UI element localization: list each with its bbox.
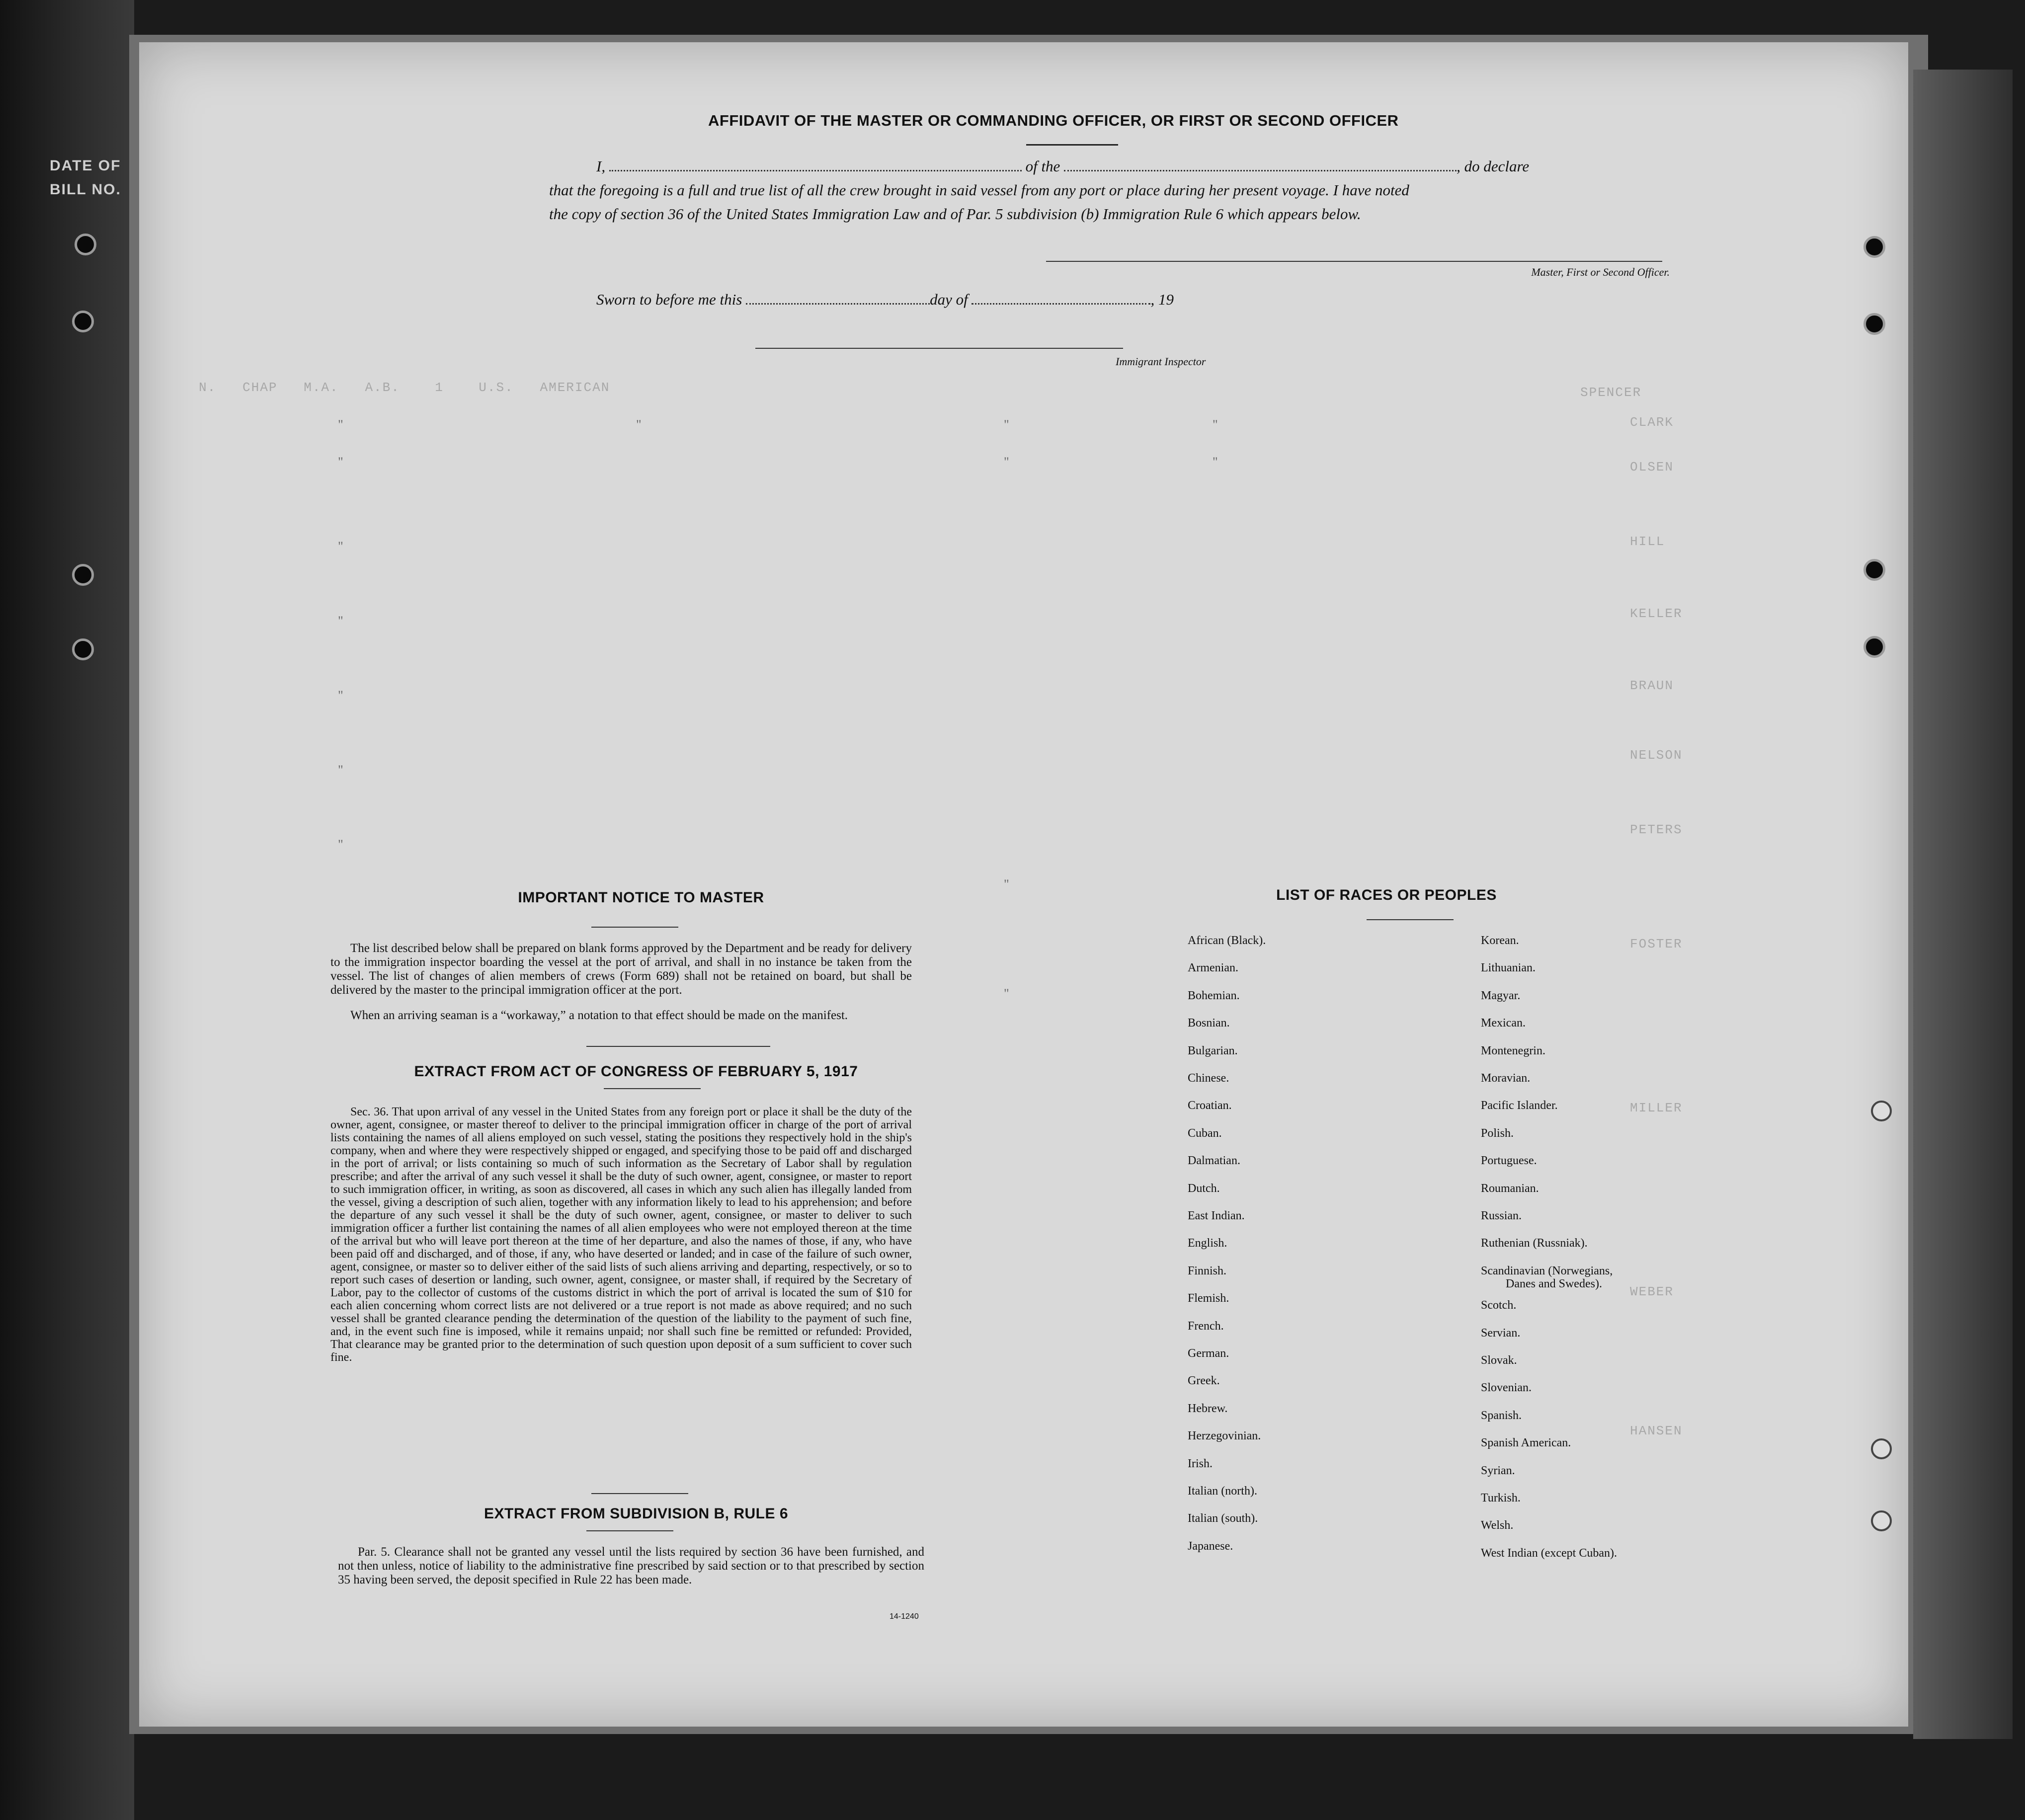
- ditto-mark: ": [1213, 455, 1218, 469]
- extract-rule-text: Par. 5. Clearance shall not be granted any vessel until the lists required by section 36 have been furnished, and not then unless, notice of liability to the administrative fine prescribed by said section or to that prescribed by section 35 having been served, the deposit specified in Rule 22 has been made.: [338, 1545, 924, 1586]
- race-item: Korean.: [1481, 934, 1519, 947]
- race-item-continuation: Danes and Swedes).: [1506, 1277, 1602, 1290]
- race-item: English.: [1188, 1237, 1227, 1250]
- race-item: Dutch.: [1188, 1182, 1220, 1195]
- race-item: Portuguese.: [1481, 1154, 1537, 1168]
- punch-hole-icon: [1863, 559, 1885, 581]
- bleed-through-text: NELSON: [1630, 748, 1683, 763]
- ditto-mark: ": [338, 763, 343, 777]
- race-item: Chinese.: [1188, 1072, 1229, 1085]
- race-item: Mexican.: [1481, 1017, 1526, 1030]
- bleed-through-text: HILL: [1630, 534, 1665, 549]
- race-item: Moravian.: [1481, 1072, 1531, 1085]
- side-tag-line2: BILL NO.: [50, 181, 121, 198]
- divider: [1026, 144, 1118, 146]
- race-item: Croatian.: [1188, 1099, 1232, 1112]
- race-item: Slovenian.: [1481, 1381, 1532, 1395]
- punch-hole-open-icon: [1871, 1438, 1892, 1459]
- ditto-mark: ": [338, 417, 343, 432]
- sworn-day-field[interactable]: [746, 303, 930, 305]
- race-item: Pacific Islander.: [1481, 1099, 1558, 1112]
- race-item: Polish.: [1481, 1126, 1514, 1140]
- affidavit-line1: [596, 158, 1665, 175]
- ditto-mark: ": [1004, 877, 1009, 891]
- vessel-name-field[interactable]: [1064, 170, 1457, 171]
- ditto-mark: ": [338, 837, 343, 852]
- affidavit-declare: , do declare: [1457, 158, 1530, 175]
- sworn-line: [596, 291, 1174, 309]
- bleed-through-text: HANSEN: [1630, 1424, 1683, 1438]
- binder-hole-icon: [75, 234, 96, 255]
- race-item: Bulgarian.: [1188, 1044, 1238, 1057]
- race-item: Welsh.: [1481, 1519, 1514, 1532]
- race-item: German.: [1188, 1347, 1229, 1360]
- bleed-through-text: PETERS: [1630, 822, 1683, 837]
- race-item: Flemish.: [1188, 1292, 1229, 1305]
- affidavit-line3: the copy of section 36 of the United States Immigration Law and of Par. 5 subdivision (b) Immigration Rule 6 which appears below.: [549, 205, 1361, 223]
- race-item: Bohemian.: [1188, 989, 1240, 1002]
- bleed-through-text: OLSEN: [1630, 460, 1674, 475]
- ditto-mark: ": [338, 688, 343, 703]
- bleed-through-text: KELLER: [1630, 606, 1683, 621]
- race-item: East Indian.: [1188, 1209, 1245, 1222]
- affidavit-of-the: of the: [1025, 158, 1060, 175]
- sworn-month-field[interactable]: [972, 303, 1150, 305]
- race-item: Servian.: [1481, 1326, 1521, 1340]
- bleed-through-text: WEBER: [1630, 1284, 1674, 1299]
- notice-paragraph-2: When an arriving seaman is a “workaway,” a notation to that effect should be made on the manifest.: [350, 1009, 848, 1022]
- race-item: Spanish American.: [1481, 1436, 1571, 1450]
- race-item: Cuban.: [1188, 1126, 1222, 1140]
- punch-hole-icon: [1863, 636, 1885, 658]
- punch-hole-icon: [1863, 236, 1885, 258]
- race-item: Hebrew.: [1188, 1402, 1228, 1415]
- notice-paragraph-1: The list described below shall be prepared on blank forms approved by the Department and be ready for delivery to the immigration inspector boarding the vessel at the port of arrival, and shall in no instance be taken from the vessel. The list of changes of alien members of crews (Form 689) shall not be retained on board, but shall be delivered by the master to the principal immigration officer at the port.: [330, 942, 912, 997]
- race-item: Italian (north).: [1188, 1485, 1257, 1498]
- scan-background-right: [1913, 70, 2013, 1739]
- side-tag: [50, 154, 121, 202]
- race-item: Montenegrin.: [1481, 1044, 1545, 1057]
- master-signature-label: Master, First or Second Officer.: [1531, 266, 1670, 278]
- ditto-mark: ": [1004, 455, 1009, 469]
- form-number: 14-1240: [890, 1612, 919, 1621]
- race-item: Herzegovinian.: [1188, 1429, 1261, 1443]
- punch-hole-open-icon: [1871, 1101, 1892, 1121]
- sworn-year: , 19: [1150, 291, 1174, 308]
- race-item: Bosnian.: [1188, 1017, 1230, 1030]
- divider: [604, 1088, 701, 1089]
- bleed-through-text: CLARK: [1630, 415, 1674, 430]
- manifest-page: [139, 42, 1908, 1727]
- punch-hole-icon: [1863, 313, 1885, 335]
- race-item: Syrian.: [1481, 1464, 1515, 1477]
- bleed-through-text: FOSTER: [1630, 937, 1683, 951]
- race-item: Scandinavian (Norwegians,: [1481, 1264, 1613, 1277]
- extract-act-title: EXTRACT FROM ACT OF CONGRESS OF FEBRUARY 5, 1917: [414, 1063, 858, 1080]
- ditto-mark: ": [1004, 417, 1009, 432]
- binder-hole-icon: [72, 564, 94, 586]
- divider: [591, 1493, 688, 1494]
- divider: [1367, 919, 1454, 920]
- race-item: Magyar.: [1481, 989, 1521, 1002]
- divider: [586, 1530, 673, 1531]
- bleed-through-text: BRAUN: [1630, 678, 1674, 693]
- race-item: Armenian.: [1188, 961, 1238, 975]
- ditto-mark: ": [338, 539, 343, 554]
- master-signature-line[interactable]: [1046, 261, 1662, 262]
- bleed-through-text: N. CHAP M.A. A.B. 1 U.S. AMERICAN: [199, 380, 610, 395]
- race-item: Greek.: [1188, 1374, 1220, 1388]
- ditto-mark: ": [1213, 417, 1218, 432]
- races-title: LIST OF RACES OR PEOPLES: [1276, 887, 1497, 903]
- binder-hole-icon: [72, 638, 94, 660]
- race-item: French.: [1188, 1319, 1224, 1333]
- race-item: Finnish.: [1188, 1264, 1227, 1277]
- race-item: Irish.: [1188, 1457, 1213, 1470]
- sworn-prefix: Sworn to before me this: [596, 291, 742, 308]
- affidavit-line2: that the foregoing is a full and true list of all the crew brought in said vessel from any port or place during her present voyage. I have noted: [549, 181, 1409, 199]
- race-item: Spanish.: [1481, 1409, 1522, 1422]
- side-tag-line1: DATE OF: [50, 158, 121, 174]
- binder-hole-icon: [72, 311, 94, 332]
- race-item: Dalmatian.: [1188, 1154, 1240, 1168]
- ditto-mark: ": [338, 614, 343, 628]
- punch-hole-open-icon: [1871, 1510, 1892, 1531]
- race-item: Turkish.: [1481, 1492, 1521, 1504]
- ditto-mark: ": [1004, 986, 1009, 1001]
- ditto-mark: ": [338, 455, 343, 469]
- affidavit-i: I,: [596, 158, 606, 175]
- race-item: African (Black).: [1188, 934, 1266, 947]
- bleed-through-text: MILLER: [1630, 1101, 1683, 1115]
- ditto-mark: ": [636, 417, 642, 432]
- race-item: West Indian (except Cuban).: [1481, 1546, 1617, 1560]
- master-name-field[interactable]: [609, 170, 1022, 171]
- race-item: Italian (south).: [1188, 1512, 1258, 1525]
- inspector-label: Immigrant Inspector: [1116, 355, 1206, 368]
- race-item: Slovak.: [1481, 1354, 1517, 1367]
- race-item: Ruthenian (Russniak).: [1481, 1237, 1588, 1250]
- race-item: Russian.: [1481, 1209, 1522, 1222]
- scan-background-left: [0, 0, 134, 1820]
- affidavit-title: AFFIDAVIT OF THE MASTER OR COMMANDING OFFICER, OR FIRST OR SECOND OFFICER: [708, 112, 1399, 129]
- race-item: Roumanian.: [1481, 1182, 1539, 1195]
- sworn-day-label: day of: [930, 291, 968, 308]
- bleed-through-text: SPENCER: [1580, 385, 1642, 400]
- race-item: Lithuanian.: [1481, 961, 1536, 975]
- race-item: Japanese.: [1188, 1539, 1233, 1553]
- divider: [591, 927, 678, 928]
- extract-rule-title: EXTRACT FROM SUBDIVISION B, RULE 6: [484, 1505, 789, 1522]
- notice-title: IMPORTANT NOTICE TO MASTER: [518, 889, 764, 906]
- inspector-signature-line[interactable]: [755, 348, 1123, 349]
- divider: [586, 1046, 770, 1047]
- race-item: Scotch.: [1481, 1299, 1517, 1312]
- extract-act-text: Sec. 36. That upon arrival of any vessel in the United States from any foreign port or place it shall be the duty of the owner, agent, consignee, or master thereof to deliver to the principal immigration officer in charge of the port of arrival lists containing the names of all aliens employed on such vessel, stating the positions they respectively hold in the ship's company, when and where they were respectively shipped or engaged, and specifying those to be paid off and discharged in the port of arrival; or lists containing so much of such information as the Secretary of Labor shall by regulation prescribe; and after the arrival of any such vessel it shall be the duty of such owner, agent, consignee, or master to report to such immigration officer, in writing, as soon as discovered, all cases in which any such alien has illegally landed from the vessel, giving a description of such alien, together with any information likely to lead to his apprehension; and before the departure of any such vessel it shall be the duty of such owner, agent, consignee, or master to deliver to such immigration officer a further list containing the names of all alien employees who were not employed thereon at the time of the arrival but who will leave port thereon at the time of her departure, and also the names of those, if any, who have been paid off and discharged, and of those, if any, who have deserted or landed; and in case of the failure of such owner, agent, consignee, or master so to deliver either of the said lists of such aliens arriving and departing, respectively, or so to report such cases of desertion or landing, such owner, agent, consignee, or master shall, if required by the Secretary of Labor, pay to the collector of customs of the customs district in which the port of arrival is located the sum of $10 for each alien concerning whom correct lists are not delivered or a true report is not made as above required; and no such vessel shall be granted clearance pending the determination of the question of the liability to the payment of such fine, and, in the event such fine is imposed, while it remains unpaid; nor shall such fine be remitted or refunded: Provided, That clearance may be granted prior to the determination of such question upon deposit of a sum sufficient to cover such fine.: [330, 1106, 912, 1364]
